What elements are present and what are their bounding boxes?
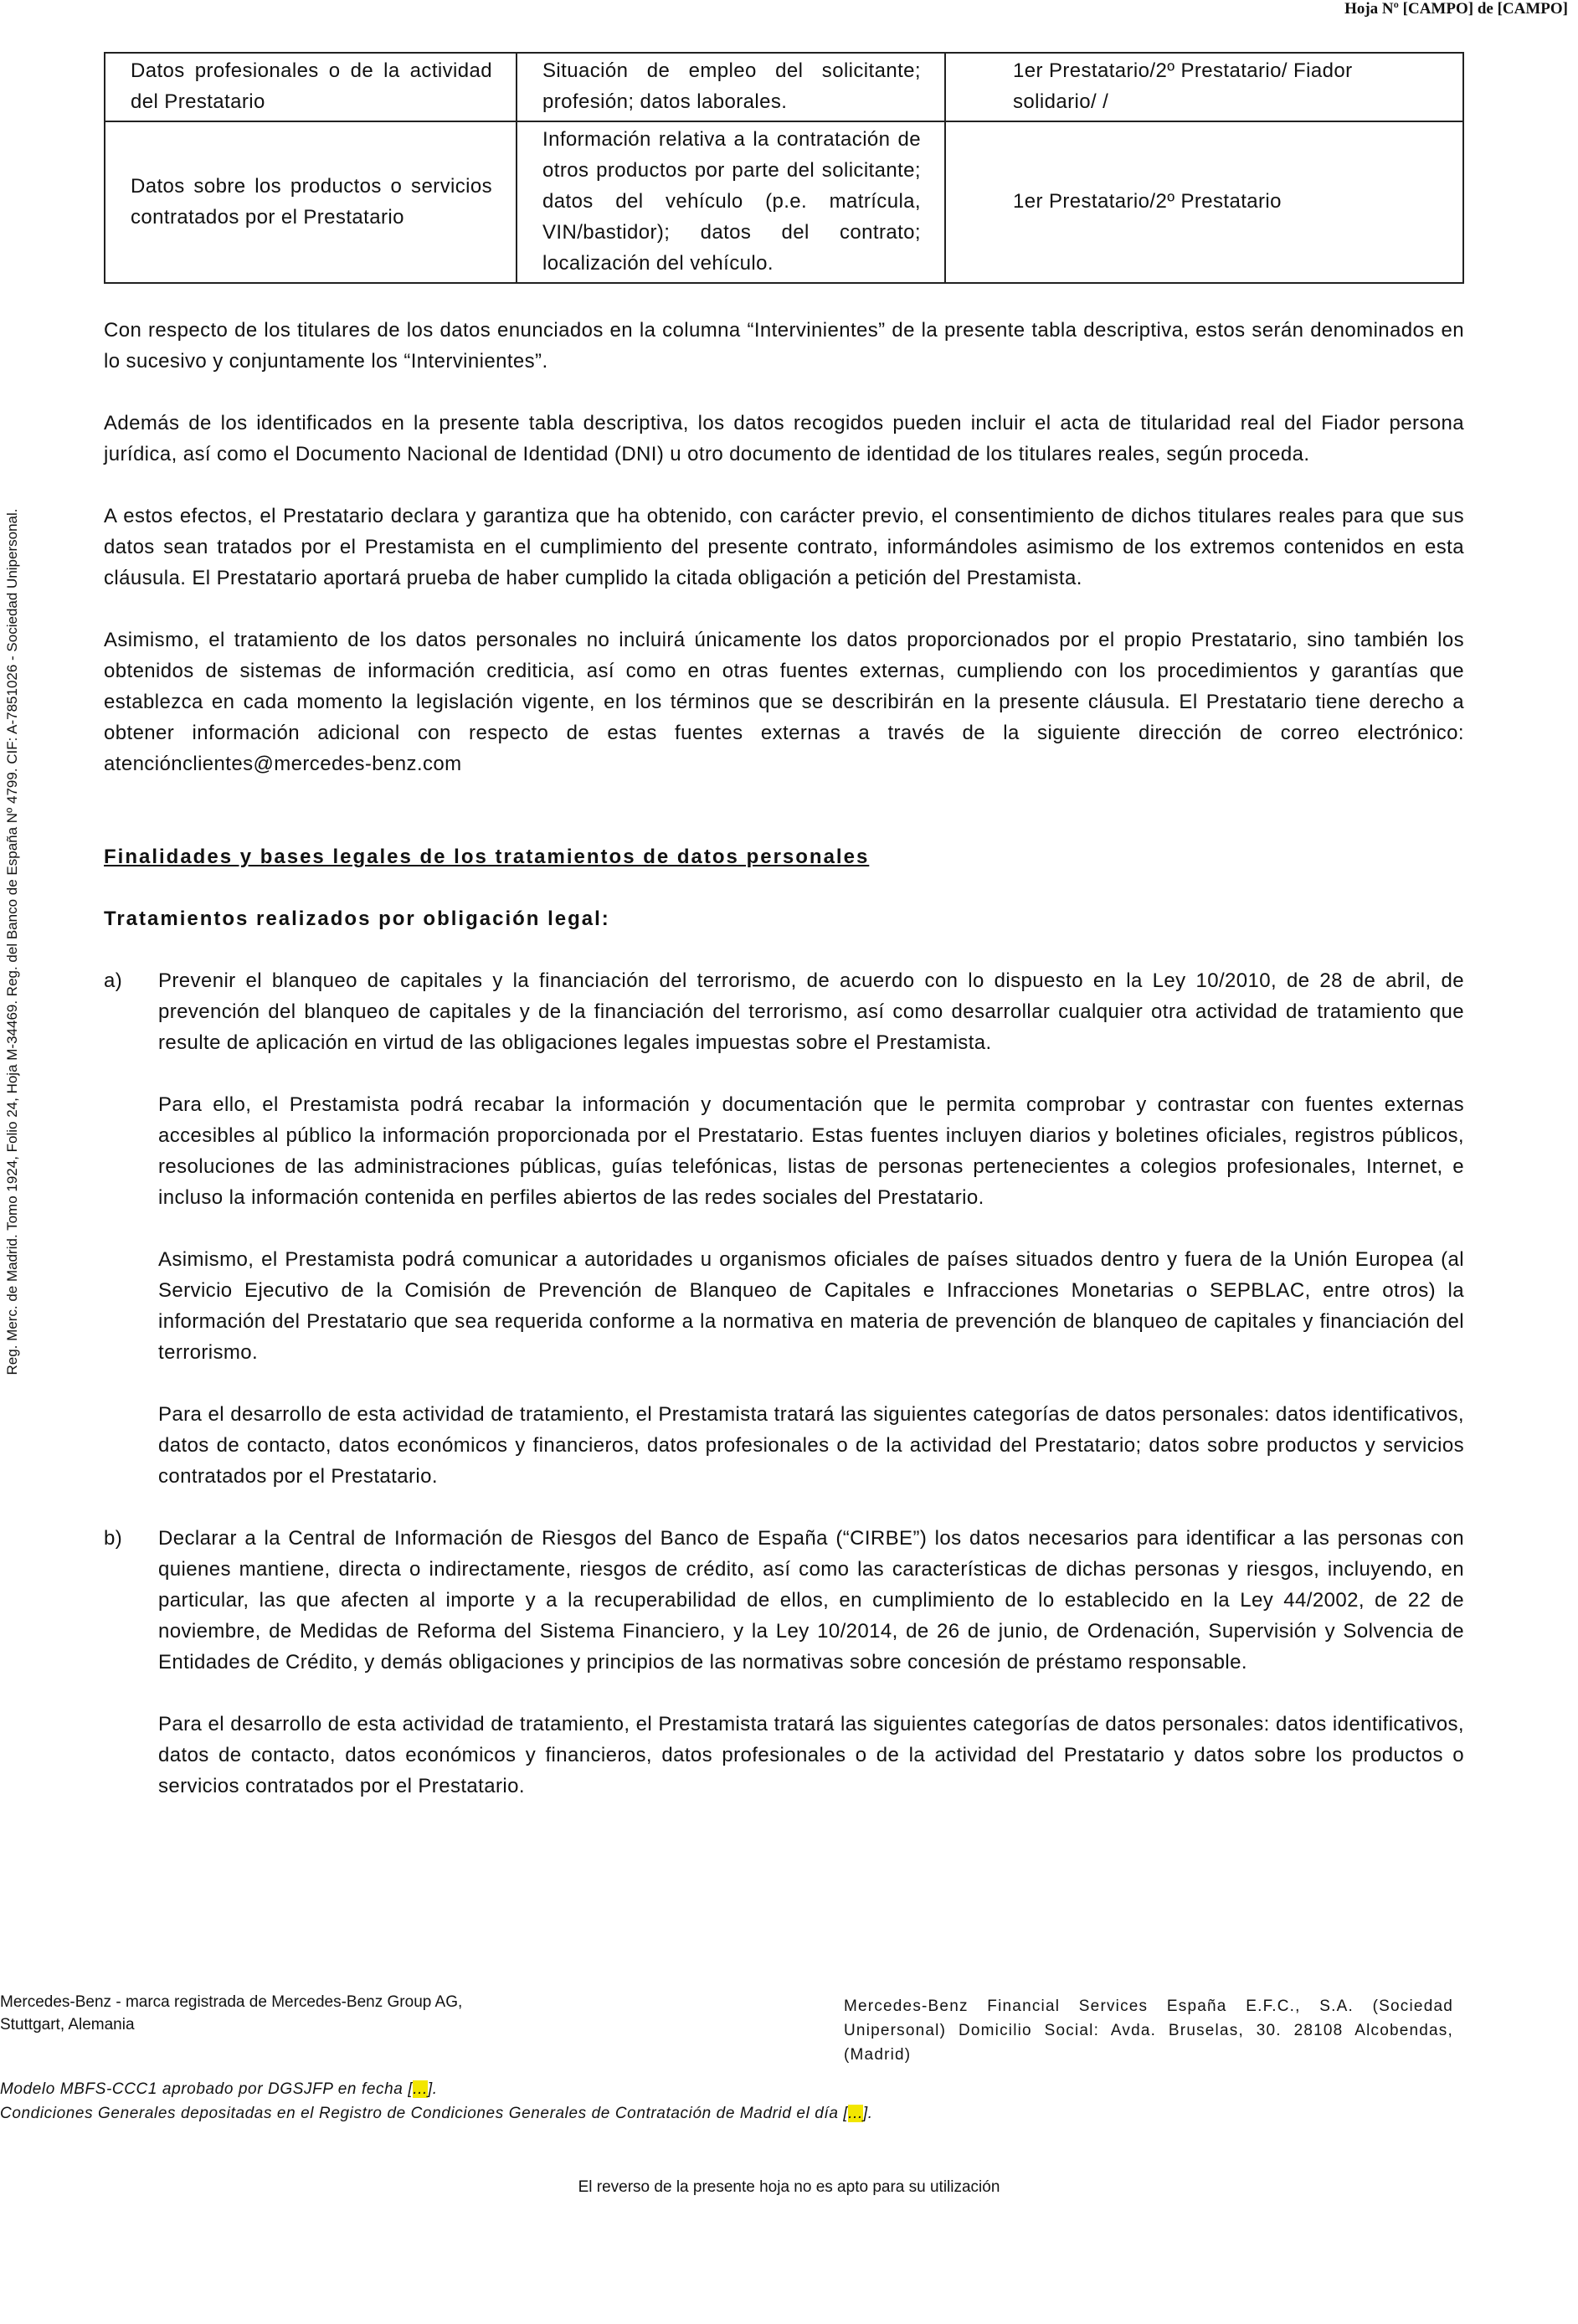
footer-trademark-line: Stuttgart, Alemania xyxy=(0,2016,135,2034)
paragraph-consent: A estos efectos, el Prestatario declara y garantiza que ha obtenido, con carácter previo, el consentimiento de dichos titulares reales para que sus datos sean tratados por el Prestamista en el cumplimiento del presente contrato, informándoles asimismo de los extremos contenidos en esta cláusula. El Prestatario aportará prueba de haber cumplido la citada obligación a petición del Prestamista. xyxy=(104,505,1464,589)
table-cell-data: Información relativa a la contratación de otros productos por parte del solicitante; datos del vehículo (p.e. matrícula, VIN/bastidor); datos del contrato; localización del vehículo. xyxy=(517,121,945,283)
list-item xyxy=(104,965,1464,1492)
table-cell-holders: 1er Prestatario/2º Prestatario xyxy=(945,121,1463,283)
paragraph-external-sources: Asimismo, el tratamiento de los datos personales no incluirá únicamente los datos proporcionados por el propio Prestatario, sino también los obtenidos de sistemas de información crediticia, así como en otras fuentes externas, cumpliendo con los procedimientos y garantías que establezca en cada momento la legislación vigente, en los términos que se describirán en la presente cláusula. El Prestatario tiene derecho a obtener información adicional con respecto de estas fuentes externas a través de la siguiente dirección de correo electrónico: atenciónclientes@mercedes-benz.com xyxy=(104,629,1464,775)
paragraph-intervinientes: Con respecto de los titulares de los datos enunciados en la columna “Intervinientes” de la presente tabla descriptiva, estos serán denominados en lo sucesivo y conjuntamente los “Intervinientes”. xyxy=(104,319,1464,373)
placeholder-highlight: ... xyxy=(848,2105,863,2122)
item-a-paragraph: Para el desarrollo de esta actividad de tratamiento, el Prestamista tratará las siguientes categorías de datos personales: datos identificativos, datos de contacto, datos económicos y financieros, datos profesionales o de la actividad del Prestatario; datos sobre productos y servicios contratados por el Prestatario. xyxy=(158,1403,1464,1488)
list-marker: b) xyxy=(104,1527,123,1550)
item-a-paragraph: Prevenir el blanqueo de capitales y la financiación del terrorismo, de acuerdo con lo dispuesto en la Ley 10/2010, de 28 de abril, de prevención del blanqueo de capitales y de la financiación del terrorismo, así como desarrollar cualquier otra actividad de tratamiento que resulte de aplicación en virtud de las obligaciones legales impuestas sobre el Prestamista. xyxy=(158,969,1464,1054)
list-marker: a) xyxy=(104,969,123,992)
item-a-paragraph: Asimismo, el Prestamista podrá comunicar a autoridades u organismos oficiales de países situados dentro y fuera de la Unión Europea (al Servicio Ejecutivo de la Comisión de Prevención de Blanqueo de Capitales e Infracciones Monetarias o SEPBLAC, entre otros) la información del Prestatario que sea requerida conforme a la normativa en materia de prevención de blanqueo de capitales y financiación del terrorismo. xyxy=(158,1248,1464,1364)
registry-sidebar-text: Reg. Merc. de Madrid. Tomo 1924, Folio 24, Hoja M-34469. Reg. del Banco de España Nº 4799. CIF: A-7851026 - Sociedad Unipersonal. xyxy=(4,508,20,1375)
model-approval-notes xyxy=(0,2077,873,2126)
footer-trademark xyxy=(0,1991,536,2036)
item-a-paragraph: Para ello, el Prestamista podrá recabar la información y documentación que le permita comprobar y contrastar con fuentes externas accesibles al público la información proporcionada por el Prestatario. Estas fuentes incluyen diarios y boletines oficiales, registros públicos, resoluciones de las administraciones públicas, guías telefónicas, listas de personas pertenecientes a colegios profesionales, Internet, e incluso la información contenida en perfiles abiertos de las redes sociales del Prestatario. xyxy=(158,1093,1464,1209)
table-cell-category: Datos profesionales o de la actividad del Prestatario xyxy=(105,53,517,121)
table-row xyxy=(105,53,1463,121)
model-approval-line: Modelo MBFS-CCC1 aprobado por DGSJFP en fecha [...]. xyxy=(0,2080,438,2098)
conditions-deposit-line: Condiciones Generales depositadas en el Registro de Condiciones Generales de Contratación de Madrid el día [...]. xyxy=(0,2105,873,2122)
placeholder-highlight: ... xyxy=(413,2080,428,2098)
table-cell-category: Datos sobre los productos o servicios contratados por el Prestatario xyxy=(105,121,517,283)
paragraph-additional-data: Además de los identificados en la presente tabla descriptiva, los datos recogidos pueden incluir el acta de titularidad real del Fiador persona jurídica, así como el Documento Nacional de Identidad (DNI) u otro documento de identidad de los titulares reales, según proceda. xyxy=(104,412,1464,465)
footer-trademark-line: Mercedes-Benz - marca registrada de Mercedes-Benz Group AG, xyxy=(0,1993,463,2011)
table-cell-data: Situación de empleo del solicitante; profesión; datos laborales. xyxy=(517,53,945,121)
data-categories-table xyxy=(104,52,1464,284)
footer-company-info: Mercedes-Benz Financial Services España E.F.C., S.A. (Sociedad Unipersonal) Domicilio Social: Avda. Bruselas, 30. 28108 Alcobendas, (Madrid) xyxy=(844,1998,1453,2064)
document-body xyxy=(104,52,1464,1802)
section-title: Finalidades y bases legales de los tratamientos de datos personales xyxy=(104,846,870,868)
reverse-page-note: El reverso de la presente hoja no es apto para su utilización xyxy=(578,2178,1000,2196)
section-subtitle: Tratamientos realizados por obligación legal: xyxy=(104,907,610,930)
table-row xyxy=(105,121,1463,283)
item-b-paragraph: Para el desarrollo de esta actividad de tratamiento, el Prestamista tratará las siguientes categorías de datos personales: datos identificativos, datos de contacto, datos económicos y financieros, datos profesionales o de la actividad del Prestatario y datos sobre los productos o servicios contratados por el Prestatario. xyxy=(158,1713,1464,1797)
item-b-paragraph: Declarar a la Central de Información de Riesgos del Banco de España (“CIRBE”) los datos necesarios para identificar a las personas con quienes mantiene, directa o indirectamente, riesgos de crédito, así como las características de dichas personas y riesgos, incluyendo, en particular, las que afecten al importe y a la recuperabilidad de ellos, en cumplimiento de lo establecido en la Ley 44/2002, de 22 de noviembre, de Medidas de Reforma del Sistema Financiero, y la Ley 10/2014, de 26 de junio, de Ordenación, Supervisión y Solvencia de Entidades de Crédito, y demás obligaciones y principios de las normativas sobre concesión de préstamo responsable. xyxy=(158,1527,1464,1674)
page-number-header: Hoja Nº [CAMPO] de [CAMPO] xyxy=(1344,0,1568,18)
list-item xyxy=(104,1523,1464,1802)
table-cell-holders: 1er Prestatario/2º Prestatario/ Fiador solidario/ / xyxy=(945,53,1463,121)
